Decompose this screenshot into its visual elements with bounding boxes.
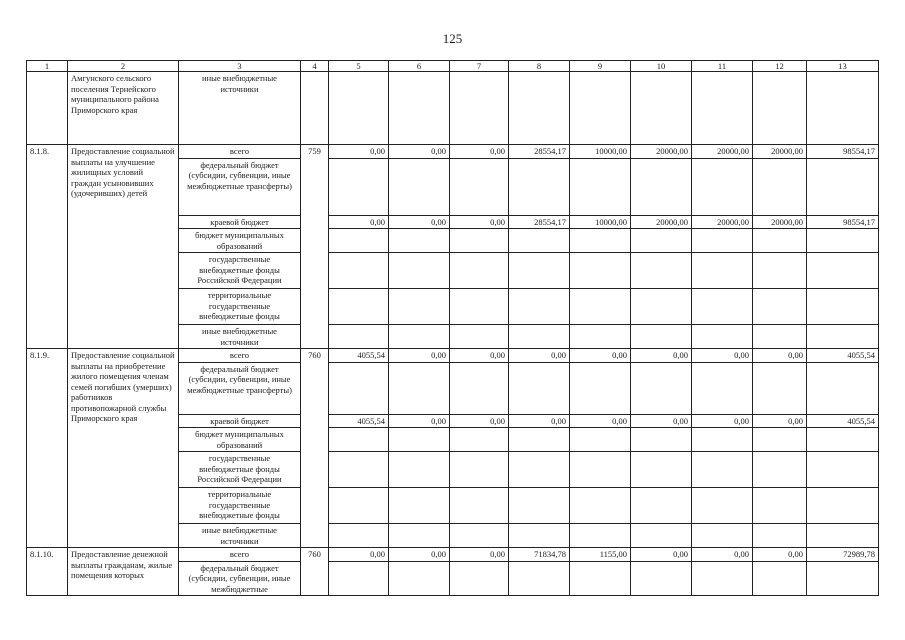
item-number: 8.1.9. [27, 349, 68, 548]
value-cell [329, 452, 389, 488]
value-cell [692, 158, 753, 215]
value-cell [807, 289, 879, 325]
value-cell: 0,00 [753, 349, 807, 363]
column-header: 9 [570, 61, 631, 72]
value-cell: 0,00 [753, 548, 807, 562]
item-number: 8.1.8. [27, 145, 68, 349]
header-row [27, 61, 879, 72]
funding-source: иные внебюджетные источники [179, 72, 301, 145]
table-row [27, 72, 879, 145]
value-cell [329, 253, 389, 289]
value-cell [807, 253, 879, 289]
value-cell: 20000,00 [631, 145, 692, 159]
value-cell [570, 428, 631, 452]
column-header: 10 [631, 61, 692, 72]
value-cell [450, 229, 509, 253]
value-cell: 0,00 [450, 414, 509, 428]
column-header: 5 [329, 61, 389, 72]
value-cell [753, 452, 807, 488]
value-cell: 0,00 [389, 414, 450, 428]
value-cell [631, 253, 692, 289]
funding-source: федеральный бюджет (субсидии, субвенции, иные межбюджетные трансферты) [179, 362, 301, 414]
value-cell [692, 362, 753, 414]
table-row [27, 349, 879, 363]
value-cell: 0,00 [509, 414, 570, 428]
funding-source: бюджет муниципальных образований [179, 428, 301, 452]
item-number [27, 72, 68, 145]
value-cell [389, 325, 450, 349]
value-cell [509, 72, 570, 145]
value-cell: 71834,78 [509, 548, 570, 562]
value-cell [509, 253, 570, 289]
column-header: 7 [450, 61, 509, 72]
value-cell [753, 158, 807, 215]
value-cell [692, 229, 753, 253]
value-cell: 0,00 [450, 215, 509, 229]
value-cell [329, 72, 389, 145]
value-cell [631, 428, 692, 452]
column-header: 3 [179, 61, 301, 72]
value-cell [389, 428, 450, 452]
value-cell: 0,00 [329, 215, 389, 229]
value-cell: 4055,54 [807, 414, 879, 428]
value-cell [570, 253, 631, 289]
value-cell: 4055,54 [329, 349, 389, 363]
value-cell: 0,00 [570, 349, 631, 363]
value-cell: 0,00 [509, 349, 570, 363]
value-cell [389, 488, 450, 524]
value-cell [450, 158, 509, 215]
value-cell [329, 362, 389, 414]
value-cell [509, 325, 570, 349]
value-cell [329, 229, 389, 253]
funding-source: всего [179, 349, 301, 363]
value-cell [329, 325, 389, 349]
value-cell [753, 488, 807, 524]
funding-source: краевой бюджет [179, 414, 301, 428]
value-cell [450, 325, 509, 349]
value-cell [570, 362, 631, 414]
value-cell [631, 561, 692, 596]
value-cell: 0,00 [692, 349, 753, 363]
value-cell [753, 289, 807, 325]
value-cell [389, 72, 450, 145]
value-cell: 1155,00 [570, 548, 631, 562]
value-cell [753, 253, 807, 289]
value-cell [329, 289, 389, 325]
item-name: Амгунского сельского поселения Тернейского муниципального района Приморского края [68, 72, 179, 145]
value-cell: 0,00 [389, 548, 450, 562]
funding-source: федеральный бюджет (субсидии, субвенции, иные межбюджетные [179, 561, 301, 596]
value-cell: 98554,17 [807, 215, 879, 229]
value-cell [509, 561, 570, 596]
funding-source: государственные внебюджетные фонды Российской Федерации [179, 253, 301, 289]
value-cell: 0,00 [389, 145, 450, 159]
item-code: 760 [301, 548, 329, 596]
value-cell: 0,00 [450, 349, 509, 363]
column-header: 4 [301, 61, 329, 72]
value-cell [631, 229, 692, 253]
item-code: 759 [301, 145, 329, 349]
value-cell [570, 158, 631, 215]
value-cell [450, 289, 509, 325]
table-row [27, 548, 879, 562]
value-cell: 0,00 [753, 414, 807, 428]
value-cell: 72989,78 [807, 548, 879, 562]
value-cell [631, 362, 692, 414]
value-cell [692, 524, 753, 548]
column-header: 6 [389, 61, 450, 72]
funding-source: государственные внебюджетные фонды Российской Федерации [179, 452, 301, 488]
column-header: 8 [509, 61, 570, 72]
value-cell [509, 229, 570, 253]
value-cell [807, 362, 879, 414]
column-header: 11 [692, 61, 753, 72]
value-cell: 0,00 [692, 548, 753, 562]
value-cell: 0,00 [450, 548, 509, 562]
value-cell [631, 524, 692, 548]
value-cell [692, 289, 753, 325]
value-cell [807, 452, 879, 488]
value-cell [753, 72, 807, 145]
funding-source: краевой бюджет [179, 215, 301, 229]
value-cell [509, 428, 570, 452]
value-cell [570, 488, 631, 524]
value-cell [450, 452, 509, 488]
item-number: 8.1.10. [27, 548, 68, 596]
value-cell [389, 452, 450, 488]
value-cell [509, 452, 570, 488]
value-cell: 0,00 [692, 414, 753, 428]
value-cell [329, 561, 389, 596]
column-header: 12 [753, 61, 807, 72]
value-cell [570, 524, 631, 548]
value-cell [450, 428, 509, 452]
value-cell: 0,00 [631, 349, 692, 363]
value-cell: 0,00 [450, 145, 509, 159]
value-cell [692, 452, 753, 488]
value-cell [692, 488, 753, 524]
value-cell: 28554,17 [509, 145, 570, 159]
funding-source: территориальные государственные внебюджетные фонды [179, 289, 301, 325]
value-cell [389, 158, 450, 215]
value-cell [753, 428, 807, 452]
value-cell [389, 362, 450, 414]
budget-table [26, 60, 879, 596]
value-cell: 98554,17 [807, 145, 879, 159]
value-cell [389, 229, 450, 253]
value-cell [631, 452, 692, 488]
value-cell [753, 229, 807, 253]
value-cell [692, 428, 753, 452]
value-cell [631, 488, 692, 524]
table-row [27, 145, 879, 159]
value-cell [692, 72, 753, 145]
value-cell [807, 488, 879, 524]
value-cell [509, 524, 570, 548]
value-cell [329, 428, 389, 452]
value-cell [389, 289, 450, 325]
value-cell [450, 362, 509, 414]
funding-source: всего [179, 145, 301, 159]
value-cell [753, 325, 807, 349]
value-cell: 0,00 [329, 548, 389, 562]
value-cell [450, 561, 509, 596]
column-header: 2 [68, 61, 179, 72]
value-cell: 20000,00 [753, 145, 807, 159]
value-cell [570, 325, 631, 349]
value-cell [450, 253, 509, 289]
value-cell [570, 452, 631, 488]
page-number: 125 [442, 31, 463, 46]
value-cell [509, 488, 570, 524]
value-cell [692, 253, 753, 289]
value-cell: 0,00 [389, 215, 450, 229]
value-cell [389, 253, 450, 289]
value-cell [570, 229, 631, 253]
value-cell [631, 158, 692, 215]
funding-source: иные внебюджетные источники [179, 325, 301, 349]
value-cell: 20000,00 [692, 145, 753, 159]
value-cell [450, 524, 509, 548]
value-cell [753, 524, 807, 548]
value-cell: 4055,54 [807, 349, 879, 363]
value-cell: 0,00 [570, 414, 631, 428]
item-name: Предоставление денежной выплаты гражданам, жилые помещения которых [68, 548, 179, 596]
value-cell [807, 229, 879, 253]
value-cell [807, 325, 879, 349]
value-cell [807, 428, 879, 452]
value-cell [753, 561, 807, 596]
value-cell [631, 72, 692, 145]
value-cell: 0,00 [631, 548, 692, 562]
column-header: 1 [27, 61, 68, 72]
value-cell [570, 72, 631, 145]
column-header: 13 [807, 61, 879, 72]
value-cell [807, 561, 879, 596]
value-cell [329, 488, 389, 524]
value-cell: 0,00 [389, 349, 450, 363]
value-cell: 28554,17 [509, 215, 570, 229]
value-cell: 4055,54 [329, 414, 389, 428]
value-cell [301, 72, 329, 145]
value-cell: 0,00 [631, 414, 692, 428]
value-cell: 10000,00 [570, 215, 631, 229]
funding-source: федеральный бюджет (субсидии, субвенции, иные межбюджетные трансферты) [179, 158, 301, 215]
value-cell [807, 524, 879, 548]
value-cell: 20000,00 [631, 215, 692, 229]
value-cell [450, 488, 509, 524]
value-cell [329, 158, 389, 215]
item-name: Предоставление социальной выплаты на улучшение жилищных условий граждан усыновивших (удочеривших) детей [68, 145, 179, 349]
value-cell [692, 561, 753, 596]
funding-source: всего [179, 548, 301, 562]
item-code: 760 [301, 349, 329, 548]
value-cell [450, 72, 509, 145]
value-cell [570, 561, 631, 596]
value-cell [692, 325, 753, 349]
value-cell: 0,00 [329, 145, 389, 159]
value-cell [807, 158, 879, 215]
value-cell: 20000,00 [692, 215, 753, 229]
value-cell [631, 289, 692, 325]
value-cell [570, 289, 631, 325]
funding-source: иные внебюджетные источники [179, 524, 301, 548]
value-cell [389, 524, 450, 548]
value-cell: 20000,00 [753, 215, 807, 229]
value-cell: 10000,00 [570, 145, 631, 159]
value-cell [631, 325, 692, 349]
funding-source: бюджет муниципальных образований [179, 229, 301, 253]
value-cell [389, 561, 450, 596]
value-cell [509, 289, 570, 325]
value-cell [807, 72, 879, 145]
funding-source: территориальные государственные внебюджетные фонды [179, 488, 301, 524]
value-cell [509, 158, 570, 215]
item-name: Предоставление социальной выплаты на приобретение жилого помещения членам семей погибших (умерших) работников противопожарной службы Приморского края [68, 349, 179, 548]
value-cell [329, 524, 389, 548]
value-cell [753, 362, 807, 414]
value-cell [509, 362, 570, 414]
